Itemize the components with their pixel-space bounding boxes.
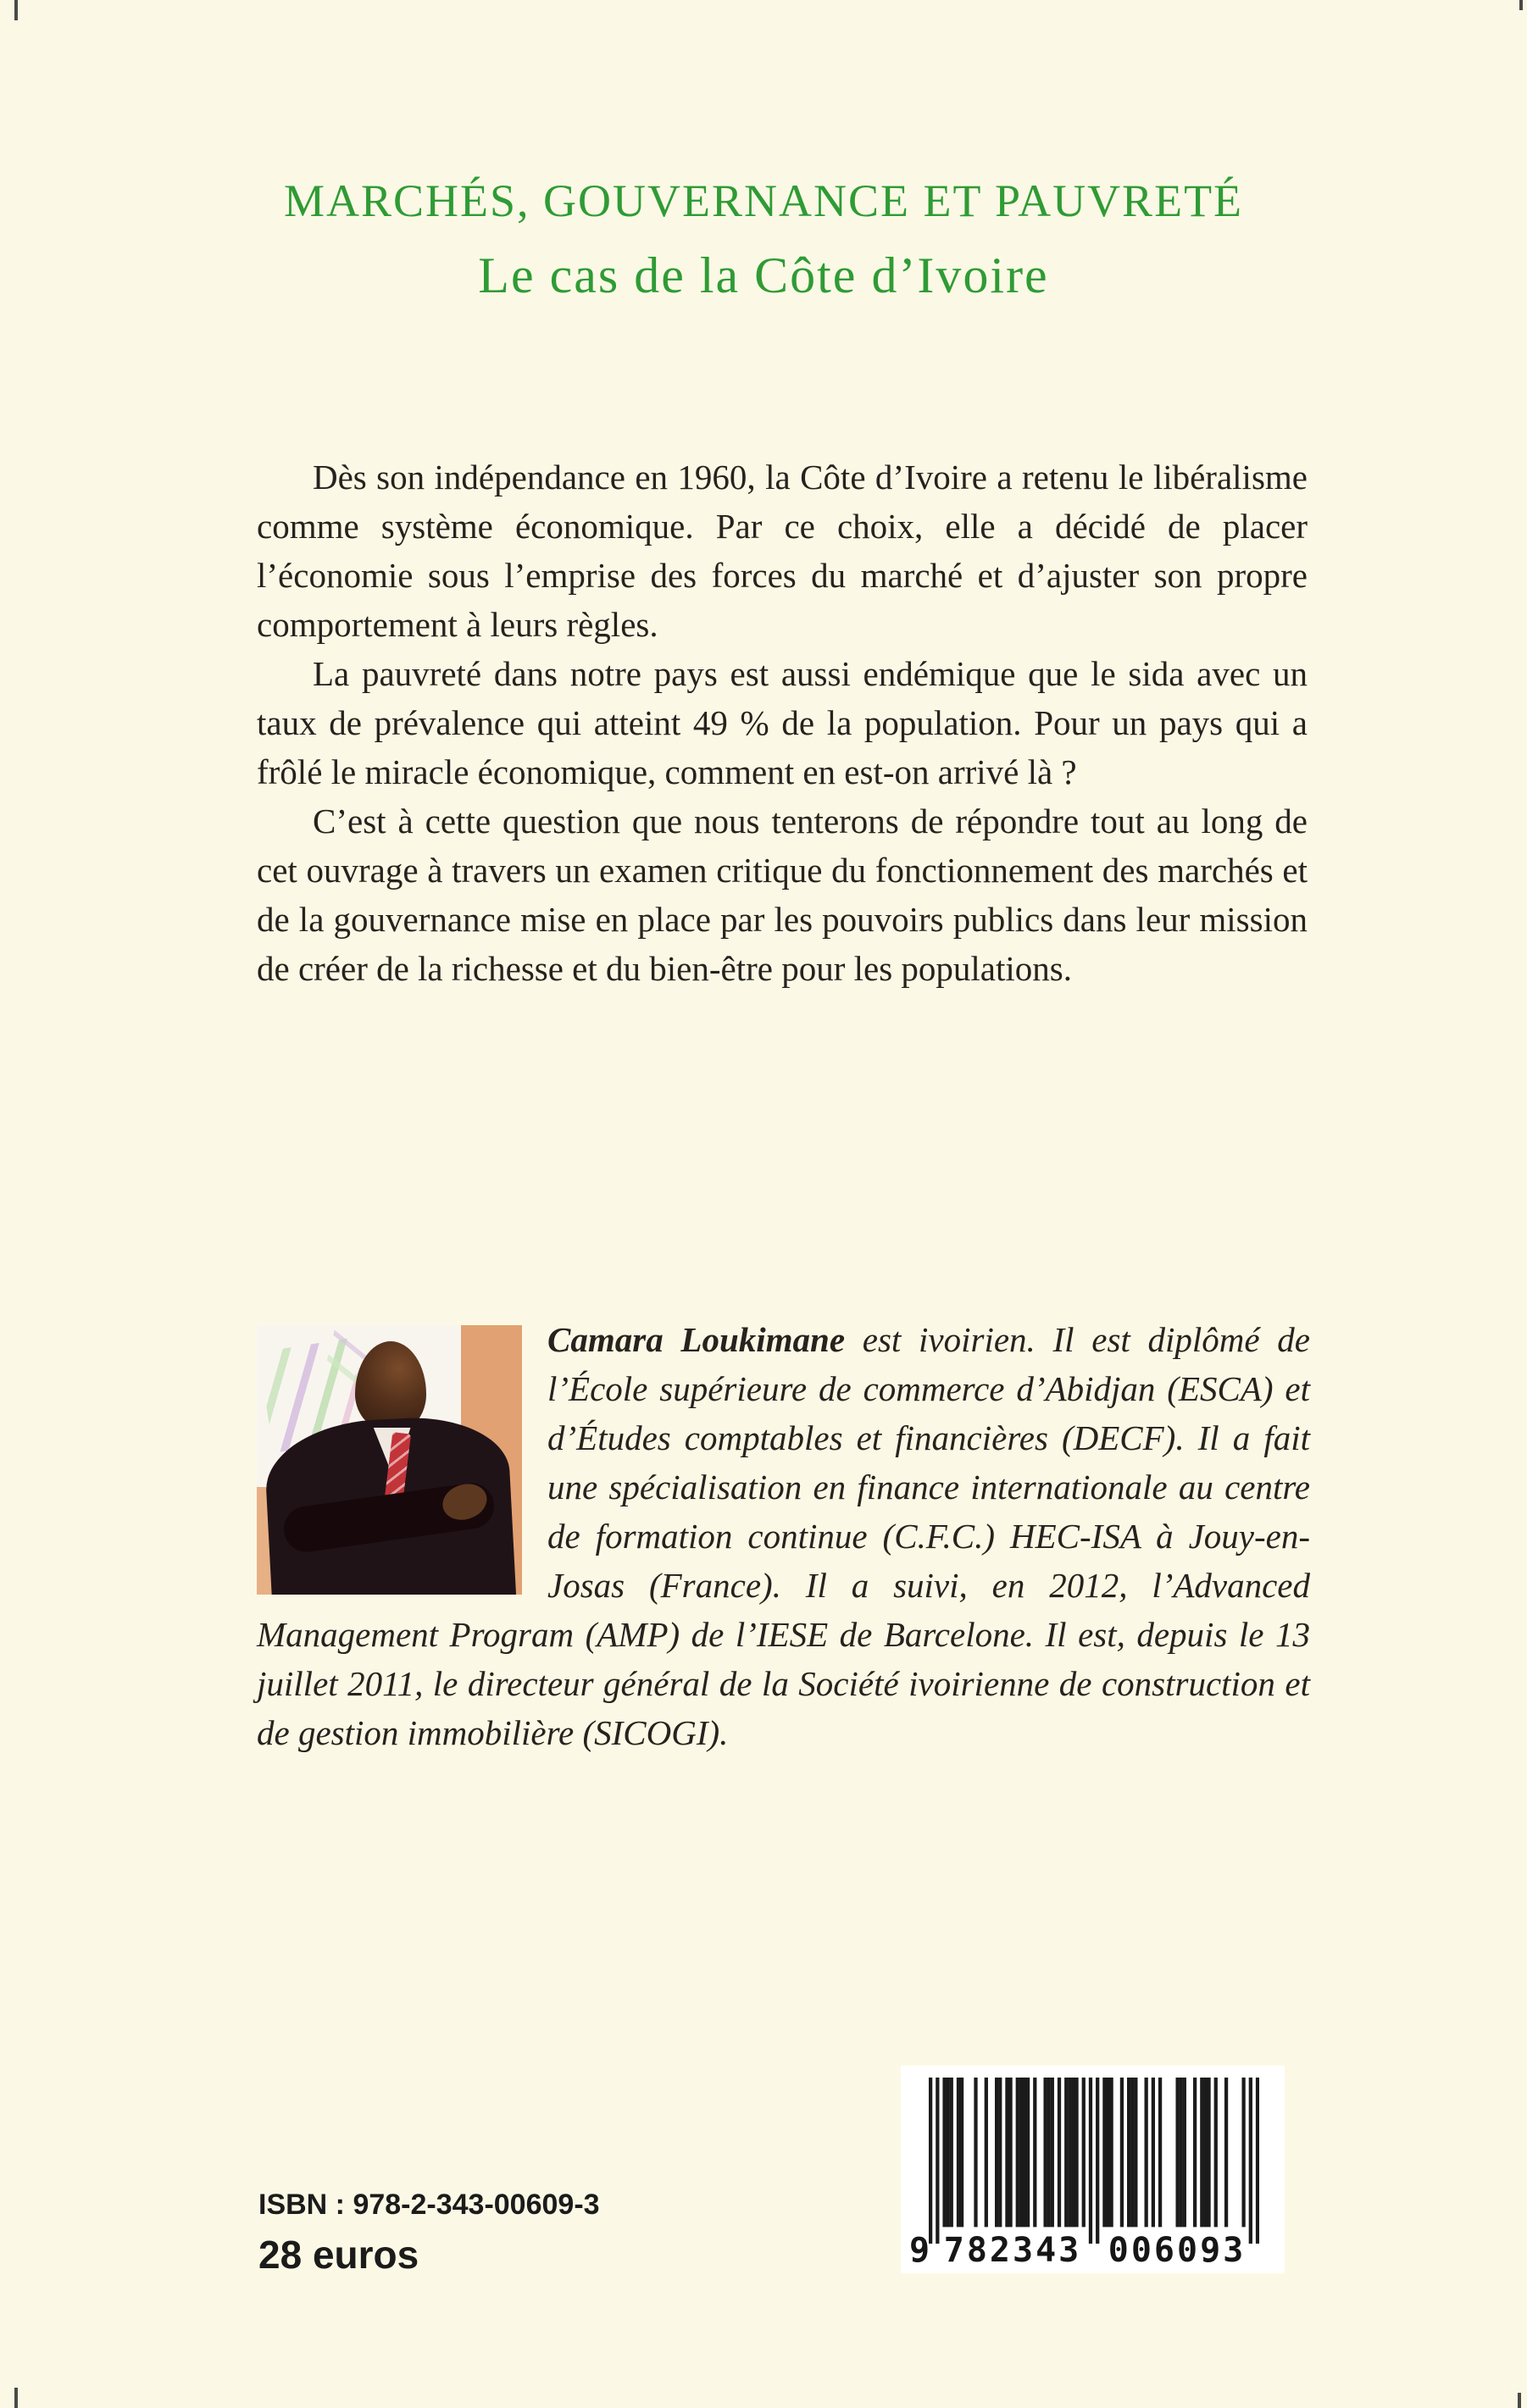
- synopsis: [257, 452, 1308, 993]
- crop-mark: [14, 2388, 18, 2408]
- price-label: 28 euros: [258, 2233, 419, 2277]
- barcode-digit-group: 782343: [943, 2231, 1082, 2270]
- synopsis-paragraph: C’est à cette question que nous tenterons de répondre tout au long de cet ouvrage à travers un examen critique du fonctionnement des marchés et de la gouvernance mise en place par les pouvoirs publics dans leur mission de créer de la richesse et du bien-être pour les populations.: [257, 802, 1308, 988]
- barcode-bars: [929, 2078, 1259, 2244]
- author-bio: [257, 1315, 1310, 1757]
- synopsis-paragraph: Dès son indépendance en 1960, la Côte d’Ivoire a retenu le libéralisme comme système économique. Par ce choix, elle a décidé de placer l’économie sous l’emprise des forces du marché et d’ajuster son propre comportement à leurs règles.: [257, 458, 1308, 644]
- barcode-digits: [901, 2231, 1285, 2270]
- isbn-label: ISBN : 978-2-343-00609-3: [258, 2189, 600, 2221]
- crop-mark: [14, 0, 18, 20]
- barcode: [901, 2066, 1285, 2273]
- crop-mark: [1519, 0, 1523, 10]
- barcode-digit-group: 9: [908, 2231, 930, 2270]
- book-subtitle: Le cas de la Côte d’Ivoire: [478, 247, 1049, 303]
- author-name: Camara Loukimane: [547, 1320, 846, 1359]
- author-bio-body: est ivoirien. Il est diplômé de l’École supérieure de commerce d’Abidjan (ESCA) et d’Études comptables et financières (DECF). Il a fait une spécialisation en finance internationale au centre de formation continue (C.F.C.) HEC-ISA à Jouy-en-Josas (France). Il a suivi, en 2012, l’Advanced Management Program (AMP) de l’IESE de Barcelone. Il est, depuis le 13 juillet 2011, le directeur général de la Société ivoirienne de construction et de gestion immobilière (SICOGI).: [257, 1320, 1311, 1752]
- synopsis-paragraph: La pauvreté dans notre pays est aussi endémique que le sida avec un taux de prévalence qui atteint 49 % de la population. Pour un pays qui a frôlé le miracle économique, comment en est-on arrivé là ?: [257, 654, 1308, 791]
- barcode-digit-group: 006093: [1108, 2231, 1247, 2270]
- book-title: MARCHÉS, GOUVERNANCE ET PAUVRETÉ: [283, 175, 1244, 226]
- crop-mark: [1518, 2393, 1521, 2408]
- author-photo: [257, 1325, 522, 1595]
